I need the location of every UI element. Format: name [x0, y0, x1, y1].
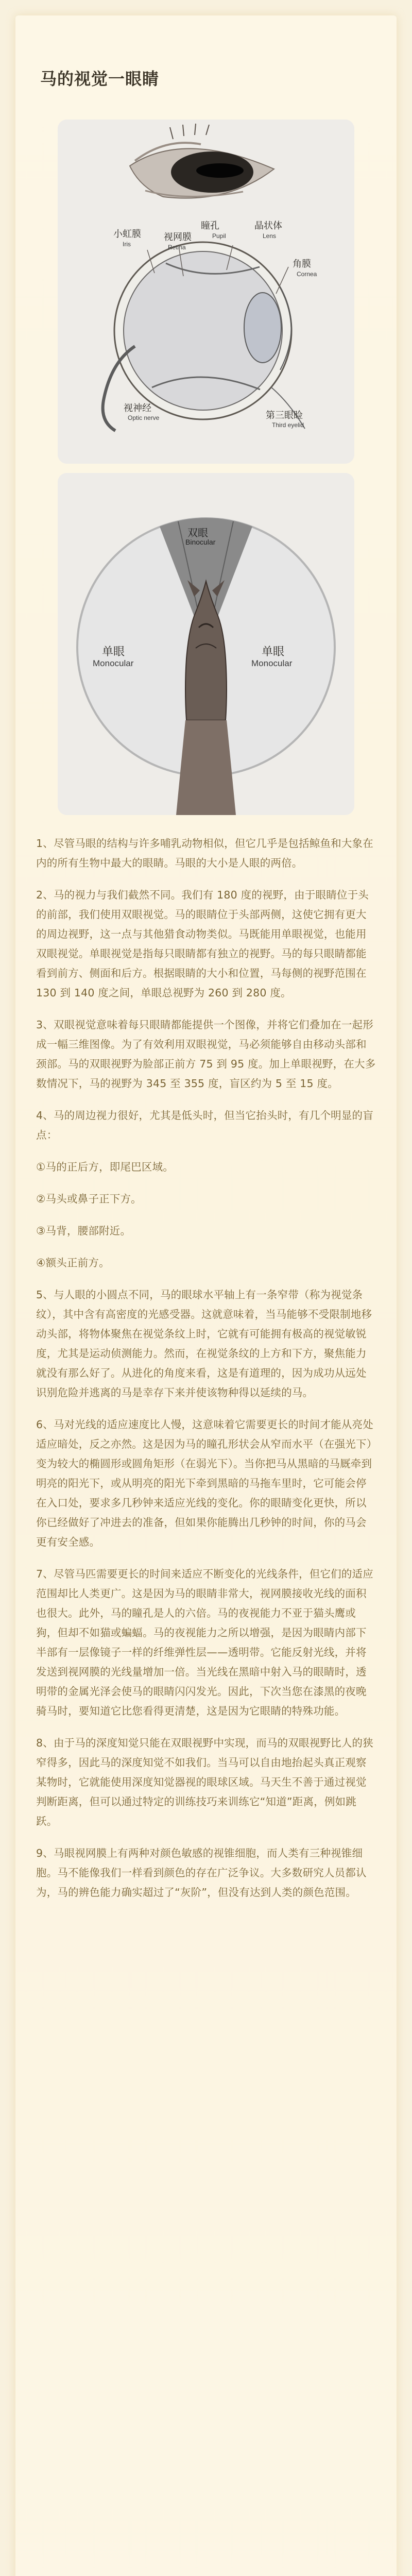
iris-label-en: Iris — [123, 241, 131, 248]
pupil-label-cn: 瞳孔 — [201, 221, 219, 231]
horse-neck-drawing — [176, 720, 236, 815]
monocular-left-label-en: Monocular — [93, 658, 134, 668]
retina-label-cn: 视网膜 — [164, 232, 192, 243]
paragraph-7: 7、尽管马匹需要更长的时间来适应不断变化的光线条件，但它们的适应范围却比人类更广。这是因为马的眼睛非常大，视网膜接收光线的面积也很大。此外，马的瞳孔是人的六倍。马的夜视能力不亚于猫头鹰或狗，但却不如猫或蝙蝠。马的夜视能力之所以增强，是因为眼睛内部下半部有一层像镜子一样的纤维弹性层——透明带。它能反射光线，并将发送到视网膜的光线量增加一倍。当光线在黑暗中射入马的眼睛时，透明带的金属光泽会使马的眼睛闪闪发光。因此，下次当您在漆黑的夜晚骑马时，要知道它比您看得更清楚，这是因为它眼睛的特殊功能。 — [36, 1568, 373, 1717]
paragraph-1: 1、尽管马眼的结构与许多哺乳动物相似，但它几乎是包括鲸鱼和大象在内的所有生物中最大的眼睛。马眼的大小是人眼的两倍。 — [36, 837, 373, 869]
paragraph-2: 2、马的视力与我们截然不同。我们有 180 度的视野，由于眼睛位于头的前部，我们使用双眼视觉。马的眼睛位于头部两侧，这使它拥有更大的周边视野，这一点与其他猎食动物类似。马既能用单眼视觉，也能用双眼视觉。单眼视觉是指每只眼睛都有独立的视野。马的每只眼睛都能看到前方、侧面和后方。根据眼睛的大小和位置，马每侧的视野范围在 130 到 140 度之间，单眼总视野为 260 到 280 度。 — [36, 889, 370, 999]
pupil-label-en: Pupil — [212, 232, 226, 240]
eye-anatomy-illustration — [58, 120, 354, 464]
monocular-left-label-cn: 单眼 — [102, 646, 125, 658]
article-body — [36, 834, 376, 1914]
blind-spot-1: ①马的正后方，即尾巴区域。 — [36, 1161, 174, 1173]
blind-spot-2: ②马头或鼻子正下方。 — [36, 1193, 142, 1205]
lens-label-en: Lens — [263, 232, 277, 240]
paragraph-6: 6、马对光线的适应速度比人慢，这意味着它需要更长的时间才能从亮处适应暗处，反之亦然。这是因为马的瞳孔形状会从窄而水平（在强光下）变为较大的椭圆形或圆角矩形（在弱光下）。当你把马从黑暗的马厩牵到明亮的阳光下，或从明亮的阳光下牵到黑暗的马拖车里时，它可能会停在入口处，要求多几秒钟来适应光线的变化。你的眼睛变化更快，所以你已经做好了冲进去的准备，但如果你能腾出几秒钟的时间，你的马会更有安全感。 — [36, 1418, 373, 1548]
paragraph-9: 9、马眼视网膜上有两种对颜色敏感的视锥细胞，而人类有三种视锥细胞。马不能像我们一样看到颜色的存在广泛争议。大多数研究人员都认为，马的辨色能力确实超过了“灰阶”，但没有达到人类的颜色范围。 — [36, 1847, 367, 1899]
cornea-label-en: Cornea — [297, 270, 317, 278]
optic-nerve-label-cn: 视神经 — [124, 403, 151, 414]
blind-spot-4: ④额头正前方。 — [36, 1257, 110, 1269]
eye-anatomy-drawing — [58, 120, 354, 464]
monocular-right-label-cn: 单眼 — [262, 646, 285, 658]
paragraph-4: 4、马的周边视力很好，尤其是低头时，但当它抬头时，有几个明显的盲点： — [36, 1109, 373, 1141]
lens-label-cn: 晶状体 — [254, 221, 282, 231]
iris-label-cn: 小虹膜 — [113, 229, 141, 240]
third-eyelid-label-en: Third eyelid — [272, 421, 304, 429]
optic-nerve-label-en: Optic nerve — [128, 414, 160, 421]
binocular-label-en: Binocular — [185, 538, 216, 546]
paragraph-8: 8、由于马的深度知觉只能在双眼视野中实现，而马的双眼视野比人的狭窄得多，因此马的深度知觉不如我们。当马可以自由地抬起头真正观察某物时，它就能使用深度知觉器视的眼球区域。马天生不善于通过视觉判断距离，但可以通过特定的训练技巧来训练它“知道”距离，例如跳跃。 — [36, 1737, 373, 1827]
horse-eye-pupil — [196, 163, 244, 178]
lens-shape — [244, 293, 281, 363]
vision-field-illustration — [58, 473, 354, 815]
paragraph-3: 3、双眼视觉意味着每只眼睛都能提供一个图像，并将它们叠加在一起形成一幅三维图像。为了有效利用双眼视觉，马必须能够自由移动头部和颈部。马的双眼视野为脸部正前方 75 到 95 度。加上单眼视野，在大多数情况下，马的视野为 345 至 355 度，盲区约为 5 至 15 度。 — [36, 1019, 376, 1090]
monocular-right-label-en: Monocular — [251, 658, 293, 668]
binocular-label-cn: 双眼 — [187, 527, 208, 539]
blind-spot-3: ③马背，腰部附近。 — [36, 1225, 131, 1237]
page-title: 马的视觉一眼睛 — [40, 69, 160, 89]
cornea-label-cn: 角膜 — [293, 259, 311, 269]
retina-label-en: Retina — [168, 244, 186, 251]
paragraph-5: 5、与人眼的小圆点不同，马的眼球水平轴上有一条窄带（称为视觉条纹），其中含有高密度的光感受器。这就意味着，当马能够不受限制地移动头部，将物体聚焦在视觉条纹上时，它就有可能拥有极高的视觉敏锐度，尤其是运动侦测能力。然而，在视觉条纹的上方和下方，聚焦能力就没有那么好了。从进化的角度来看，这是有道理的，因为成功从远处识别危险并逃离的马是幸存下来并使该物种得以延续的马。 — [36, 1289, 372, 1399]
third-eyelid-label-cn: 第三眼睑 — [266, 410, 303, 421]
